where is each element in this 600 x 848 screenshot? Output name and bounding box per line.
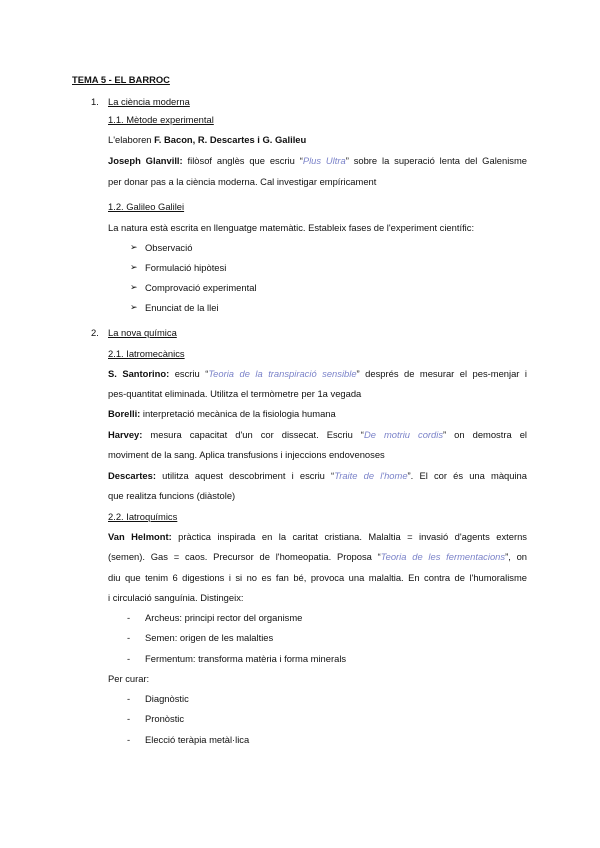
- list-item: Archeus: principi rector del organisme: [145, 612, 303, 623]
- vanhelmont-text: pràctica inspirada en la caritat cristiana. Malaltia = invasió d'agents externs: [171, 531, 527, 542]
- vanhelmont-text-2: (semen). Gas = caos. Precursor de l'homeopatia. Proposa “: [108, 551, 381, 562]
- glanvill-name: Joseph Glanvill:: [108, 155, 183, 166]
- descartes-line-2: que realitza funcions (diàstole): [108, 490, 236, 501]
- glanvill-text-post: ” sobre la superació lenta del Galenisme: [345, 155, 527, 166]
- harvey-work-title: De motriu cordis: [363, 429, 444, 440]
- vanhelmont-line-1: [108, 531, 527, 543]
- glanvill-line-2: per donar pas a la ciència moderna. Cal investigar empíricament: [108, 176, 377, 187]
- harvey-text: mesura capacitat d'un cor dissecat. Escriu “: [142, 429, 364, 440]
- list-item: Pronòstic: [145, 713, 185, 724]
- per-curar-label: Per curar:: [108, 673, 150, 684]
- arrow-bullet-icon: ➢: [130, 302, 138, 312]
- vanhelmont-work-title: Teoria de les fermentacions: [380, 551, 506, 562]
- list-item: Enunciat de la llei: [145, 302, 219, 313]
- dash-bullet-icon: -: [127, 632, 131, 643]
- borelli-paragraph: [108, 408, 336, 420]
- harvey-line-2: moviment de la sang. Aplica transfusions i injeccions endovenoses: [108, 449, 385, 460]
- borelli-name: Borelli:: [108, 408, 141, 419]
- descartes-work-title: Traite de l'home: [334, 470, 408, 481]
- dash-bullet-icon: -: [127, 612, 131, 623]
- subsection-1-1-heading: 1.1. Mètode experimental: [108, 114, 214, 125]
- list-item: Elecció teràpia metàl·lica: [145, 734, 250, 745]
- elaboren-text: L'elaboren: [108, 134, 155, 145]
- glanvill-line-1: [108, 155, 527, 167]
- list-item: Semen: origen de les malalties: [145, 632, 274, 643]
- elaboren-paragraph: [108, 134, 306, 146]
- list-item: Fermentum: transforma matèria i forma minerals: [145, 653, 347, 664]
- descartes-name: Descartes:: [108, 470, 156, 481]
- arrow-bullet-icon: ➢: [130, 262, 138, 272]
- santorino-work-title: Teoria de la transpiració sensible: [208, 368, 357, 379]
- subsection-1-2-heading: 1.2. Galileo Galilei: [108, 201, 185, 212]
- dash-bullet-icon: -: [127, 653, 131, 664]
- vanhelmont-line-2: [108, 551, 527, 563]
- list-item: Formulació hipòtesi: [145, 262, 227, 273]
- santorino-text-post: ” després de mesurar el pes-menjar i: [356, 368, 527, 379]
- page-title: TEMA 5 - EL BARROC: [72, 74, 170, 85]
- section-1-heading: La ciència moderna: [108, 96, 190, 107]
- harvey-text-post: ” on demostra el: [443, 429, 527, 440]
- santorino-text: escriu “: [169, 368, 209, 379]
- vanhelmont-text-2-post: ”, on: [505, 551, 527, 562]
- section-2-heading: La nova química: [108, 327, 177, 338]
- glanvill-work-title: Plus Ultra: [302, 155, 346, 166]
- dash-bullet-icon: -: [127, 713, 131, 724]
- subsection-2-2-heading: 2.2. Iatroquímics: [108, 511, 178, 522]
- santorino-line-1: [108, 368, 527, 380]
- descartes-text-post: ”. El cor és una màquina: [407, 470, 527, 481]
- list-item: Observació: [145, 242, 193, 253]
- dash-bullet-icon: -: [127, 734, 131, 745]
- vanhelmont-name: Van Helmont:: [108, 531, 172, 542]
- arrow-bullet-icon: ➢: [130, 282, 138, 292]
- harvey-name: Harvey:: [108, 429, 143, 440]
- descartes-line-1: [108, 470, 527, 482]
- arrow-bullet-icon: ➢: [130, 242, 138, 252]
- dash-bullet-icon: -: [127, 693, 131, 704]
- glanvill-text: filòsof anglès que escriu “: [182, 155, 303, 166]
- vanhelmont-line-3: diu que tenim 6 digestions i si no es fan bé, provoca una malaltia. En contra de l'humoralisme: [108, 572, 527, 583]
- harvey-line-1: [108, 429, 527, 441]
- vanhelmont-line-4: i circulació sanguínia. Distingeix:: [108, 592, 244, 603]
- descartes-text: utilitza aquest descobriment i escriu “: [155, 470, 335, 481]
- section-2-number: 2.: [91, 327, 99, 338]
- section-1-number: 1.: [91, 96, 99, 107]
- list-item: Comprovació experimental: [145, 282, 257, 293]
- elaboren-names: F. Bacon, R. Descartes i G. Galileu: [154, 134, 307, 145]
- santorino-name: S. Santorino:: [108, 368, 170, 379]
- list-item: Diagnòstic: [145, 693, 189, 704]
- borelli-text: interpretació mecànica de la fisiologia humana: [140, 408, 336, 419]
- subsection-2-1-heading: 2.1. Iatromecànics: [108, 348, 185, 359]
- santorino-line-2: pes-quantitat eliminada. Utilitza el termòmetre per 1a vegada: [108, 388, 362, 399]
- galileo-paragraph: La natura està escrita en llenguatge matemàtic. Estableix fases de l'experiment científic:: [108, 222, 475, 233]
